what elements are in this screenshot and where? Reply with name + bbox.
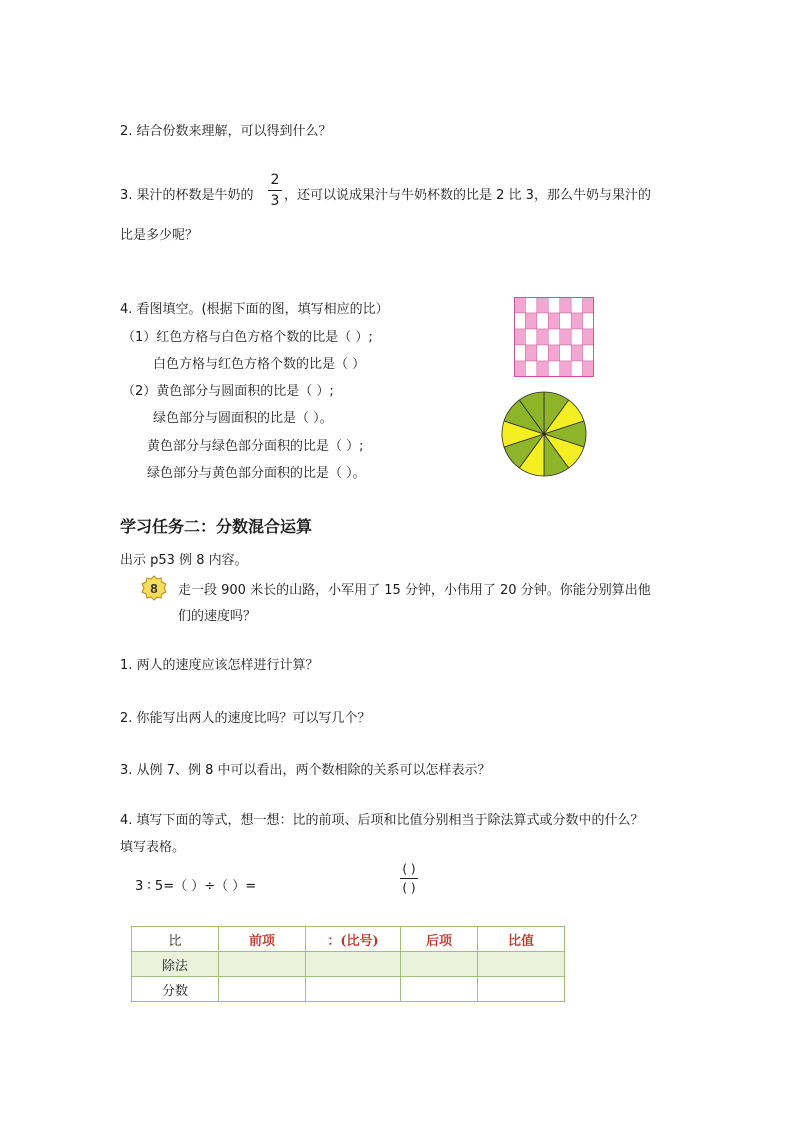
section-2-title: 学习任务二：分数混合运算 — [120, 517, 313, 536]
table-cell-input[interactable] — [478, 977, 565, 1002]
table-cell-input[interactable] — [401, 977, 478, 1002]
example-8-badge-icon — [141, 575, 167, 601]
grid-cell-white — [537, 313, 548, 329]
grid-cell-white — [583, 345, 594, 361]
grid-cell-white — [525, 329, 536, 345]
section-2-question-2: 2. 你能写出两人的速度比吗？可以写几个？ — [120, 711, 371, 726]
equation-fraction-denominator: ( ) — [402, 881, 416, 895]
table-header-cell: ：(比号) — [306, 927, 401, 952]
grid-cell-pink — [560, 361, 571, 377]
grid-cell-white — [548, 297, 559, 313]
grid-cell-pink — [514, 361, 525, 377]
table-cell-input[interactable] — [219, 977, 306, 1002]
grid-cell-white — [583, 313, 594, 329]
grid-cell-white — [560, 313, 571, 329]
q4-part2-b: 绿色部分与圆面积的比是（ ）。 — [153, 411, 333, 426]
table-cell-input[interactable] — [219, 952, 306, 977]
example-badge-number: 8 — [150, 581, 158, 596]
fraction-numerator: 2 — [270, 172, 280, 188]
q4-part2-c: 黄色部分与绿色部分面积的比是（ ）; — [147, 439, 364, 454]
table-row-label: 除法 — [132, 952, 219, 977]
grid-cell-pink — [525, 313, 536, 329]
grid-cell-white — [514, 345, 525, 361]
grid-cell-white — [571, 361, 582, 377]
table-header-cell: 前项 — [219, 927, 306, 952]
grid-cell-pink — [583, 329, 594, 345]
equation-fraction-numerator: ( ) — [402, 862, 416, 876]
checker-grid-figure — [514, 297, 594, 377]
table-header-row — [132, 927, 565, 952]
grid-cell-white — [525, 361, 536, 377]
ratio-table — [131, 926, 565, 1002]
table-header-cell: 比值 — [478, 927, 565, 952]
equation-fraction-bar — [400, 878, 418, 879]
example-8-line1: 走一段 900 米长的山路，小军用了 15 分钟，小伟用了 20 分钟。你能分别算出他 — [178, 583, 651, 598]
grid-cell-pink — [525, 345, 536, 361]
grid-cell-pink — [537, 329, 548, 345]
equation-line: 3 ∶ 5=（ ）÷（ ）= — [135, 879, 257, 894]
grid-cell-pink — [537, 361, 548, 377]
grid-cell-pink — [537, 297, 548, 313]
grid-cell-white — [548, 329, 559, 345]
grid-cell-white — [514, 313, 525, 329]
table-cell-input[interactable] — [478, 952, 565, 977]
grid-cell-pink — [560, 297, 571, 313]
section-2-intro: 出示 p53 例 8 内容。 — [120, 553, 248, 568]
grid-cell-pink — [548, 345, 559, 361]
question-4-title: 4. 看图填空。(根据下面的图，填写相应的比） — [120, 302, 389, 317]
q4-part1-a: （1）红色方格与白色方格个数的比是（ ）; — [122, 330, 373, 345]
table-cell-input[interactable] — [306, 952, 401, 977]
section-2-question-1: 1. 两人的速度应该怎样进行计算？ — [120, 658, 319, 673]
grid-cell-white — [571, 329, 582, 345]
section-2-question-4-line1: 4. 填写下面的等式，想一想：比的前项、后项和比值分别相当于除法算式或分数中的什么？ — [120, 813, 644, 828]
fraction-bar — [268, 190, 282, 191]
fraction-denominator: 3 — [270, 193, 280, 209]
q4-part2-a: （2）黄色部分与圆面积的比是（ ）; — [122, 384, 334, 399]
grid-cell-pink — [571, 345, 582, 361]
question-2: 2. 结合份数来理解，可以得到什么？ — [120, 124, 332, 139]
grid-cell-white — [548, 361, 559, 377]
grid-cell-pink — [571, 313, 582, 329]
grid-cell-pink — [514, 329, 525, 345]
grid-cell-white — [571, 297, 582, 313]
table-cell-input[interactable] — [401, 952, 478, 977]
grid-cell-pink — [560, 329, 571, 345]
grid-cell-white — [525, 297, 536, 313]
grid-cell-pink — [514, 297, 525, 313]
table-cell-input[interactable] — [306, 977, 401, 1002]
table-header-cell: 后项 — [401, 927, 478, 952]
grid-cell-pink — [583, 361, 594, 377]
question-3-suffix: ，还可以说成果汁与牛奶杯数的比是 2 比 3，那么牛奶与果汁的 — [284, 188, 651, 203]
grid-cell-white — [560, 345, 571, 361]
section-2-question-3: 3. 从例 7、例 8 中可以看出，两个数相除的关系可以怎样表示？ — [120, 763, 491, 778]
grid-cell-pink — [583, 297, 594, 313]
table-row — [132, 977, 565, 1002]
pie-figure — [500, 390, 588, 478]
table-header-cell: 比 — [132, 927, 219, 952]
grid-cell-white — [537, 345, 548, 361]
q4-part2-d: 绿色部分与黄色部分面积的比是（ ）。 — [147, 466, 366, 481]
grid-cell-pink — [548, 313, 559, 329]
fraction-two-thirds — [268, 172, 282, 209]
question-3-line2: 比是多少呢？ — [120, 228, 199, 243]
equation-fraction — [400, 862, 418, 895]
example-8-line2: 们的速度吗？ — [178, 609, 257, 624]
q4-part1-b: 白色方格与红色方格个数的比是（ ） — [153, 357, 366, 372]
section-2-question-4-line2: 填写表格。 — [120, 840, 186, 855]
table-row — [132, 952, 565, 977]
question-3-prefix: 3. 果汁的杯数是牛奶的 — [120, 188, 254, 203]
table-row-label: 分数 — [132, 977, 219, 1002]
